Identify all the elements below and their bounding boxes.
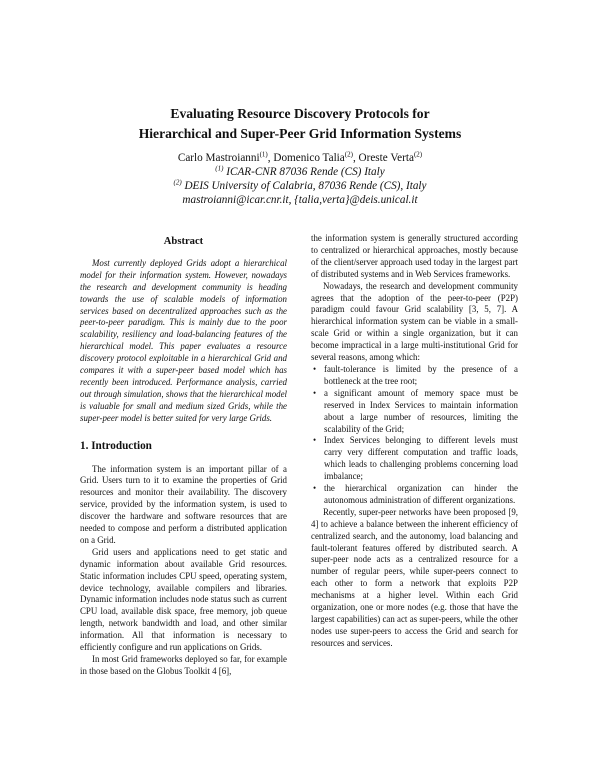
affiliation-2-mark: (2) (173, 178, 182, 187)
paper-title (40, 104, 560, 144)
list-item (311, 364, 518, 388)
author-names (60, 151, 540, 165)
title-line-2: Hierarchical and Super-Peer Grid Information Systems (138, 126, 462, 141)
affiliation-1 (60, 165, 540, 179)
right-paragraph-2: Nowadays, the research and development community agrees that the adoption of the peer-to-peer (P2P) paradigm could favour Grid scalability [3, 5, 7]. A hierarchical information system can be viable in a small-scale Grid or within a single organization, but it can become impractical in a large multi-institutional Grid for several reasons, among which: (311, 280, 518, 363)
affiliation-1-text: ICAR-CNR 87036 Rende (CS) Italy (223, 166, 385, 178)
right-paragraph-3: Recently, super-peer networks have been proposed [9, 4] to achieve a balance between the inherent efficiency of centralized search, and the autonomy, load balancing and fault-tolerant features offered by distributed search. A super-peer node acts as a centralized resource for a number of regular peers, while super-peers connect to each other to form a network that exploits P2P mechanisms at a higher level. Within each Grid organization, one or more nodes (e.g. those that have the largest capabilities) can act as super-peers, while the other nodes use super-peers to access the Grid and search for resources and services. (311, 506, 518, 648)
author-block (60, 151, 540, 207)
list-item-text: fault-tolerance is limited by the presence of a bottleneck at the tree root; (324, 363, 518, 386)
list-item (311, 435, 518, 483)
abstract-heading: Abstract (163, 236, 204, 247)
author-3: , Oreste Verta (352, 152, 414, 164)
author-2: , Domenico Talia (267, 152, 345, 164)
bullet-icon: • (313, 363, 317, 374)
left-column (80, 232, 287, 678)
bullet-icon: • (313, 435, 317, 446)
author-1: Carlo Mastroianni (177, 152, 260, 164)
author-3-affil-mark: (2) (413, 150, 423, 159)
intro-paragraph-3: In most Grid frameworks deployed so far, for example in those based on the Globus Toolkit 4 [6], (80, 654, 287, 676)
right-paragraph-1: the information system is generally structured according to centralized or hierarchical approaches, mostly because of the client/server approach used today in the largest part of distributed systems and in Web Services frameworks. (311, 233, 518, 279)
bullet-icon: • (313, 483, 317, 494)
section-heading-introduction: 1. Introduction (80, 439, 152, 452)
author-2-affil-mark: (2) (344, 150, 353, 159)
list-item (311, 388, 518, 436)
bullet-icon: • (313, 387, 317, 398)
affiliation-2-text: DEIS University of Calabria, 87036 Rende (CS), Italy (181, 180, 427, 192)
title-line-1: Evaluating Resource Discovery Protocols for (170, 106, 430, 121)
intro-paragraph-2: Grid users and applications need to get static and dynamic information about available Grid resources. Static information includes CPU speed, operating system, device technology, available compilers and libraries. Dynamic information includes node status such as current CPU load, available disk space, free memory, job queue length, network bandwidth and load, and other similar information. All that information is necessary to efficiently configure and run applications on Grids. (80, 546, 287, 653)
abstract-text: Most currently deployed Grids adopt a hierarchical model for their information system. However, nowadays the research and development community is heading towards the use of scalable models of information services based on decentralized approaches such as the peer-to-peer paradigm. This is mainly due to the poor scalability, resiliency and load-balancing features of the hierarchical model. This paper evaluates a resource discovery protocol exploitable in a hierarchical Grid and compares it with a super-peer based model which has recently been introduced. Performance analysis, carried out through simulation, shows that the hierarchical model is valuable for small and medium sized Grids, while the super-peer model is better suited for very large Grids. (80, 257, 287, 423)
author-1-affil-mark: (1) (259, 150, 268, 159)
intro-paragraph-1: The information system is an important pillar of a Grid. Users turn to it to examine the properties of Grid resources and monitor their availability. The discovery service, provided by the information system, is used to discover the hardware and software resources that are needed to compose and perform a distributed application on a Grid. (80, 463, 287, 545)
limitations-list (311, 364, 518, 507)
list-item-text: a significant amount of memory space must be reserved in Index Services to maintain information about a large number of resources, limiting the scalability of the Grid; (324, 387, 518, 434)
affiliation-2 (60, 179, 540, 193)
right-column (311, 233, 518, 650)
list-item (311, 483, 518, 507)
list-item-text: the hierarchical organization can hinder the autonomous administration of different organizations. (324, 483, 518, 505)
author-emails: mastroianni@icar.cnr.it, {talia,verta}@deis.unical.it (182, 194, 418, 206)
list-item-text: Index Services belonging to different levels must carry very different computation and traffic loads, which leads to challenging problems concerning load imbalance; (324, 435, 518, 482)
affiliation-1-mark: (1) (215, 164, 224, 173)
